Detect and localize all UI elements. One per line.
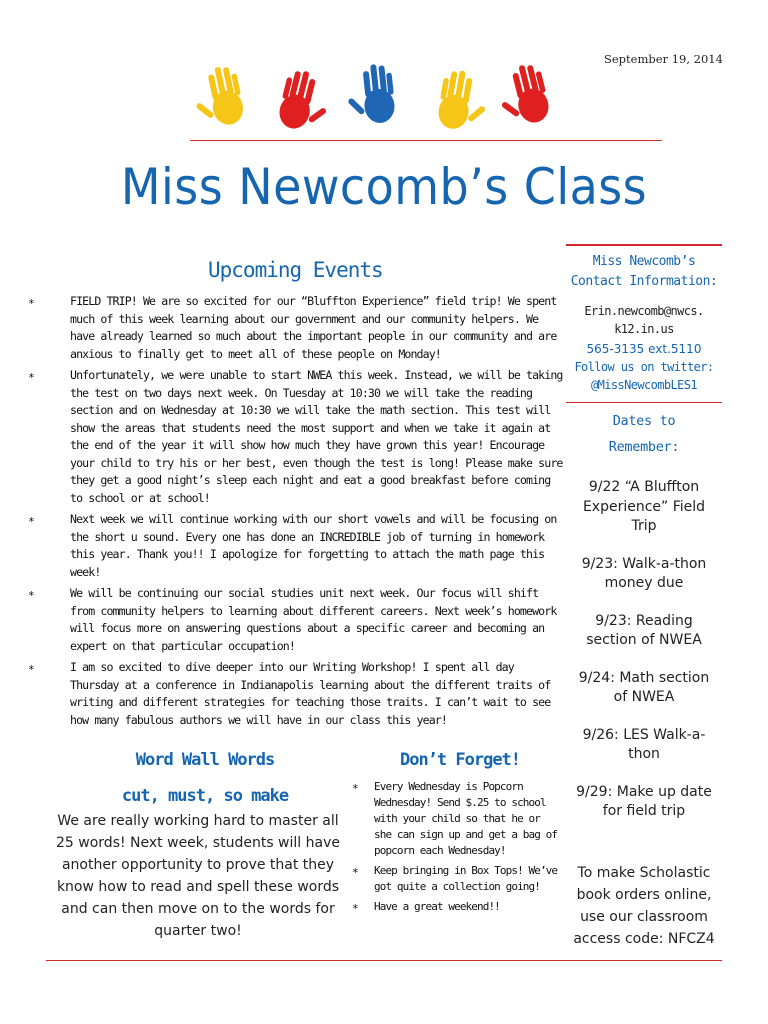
page-title: Miss Newcomb’s Class xyxy=(120,158,648,216)
contact-phone: 565-3135 ext.5110 xyxy=(586,342,702,356)
dates-heading: Dates to Remember: xyxy=(608,413,680,455)
list-item: 9/24: Math section of NWEA xyxy=(578,669,710,705)
sidebar-top-divider xyxy=(566,244,722,246)
contact-twitter[interactable]: Follow us on twitter: @MissNewcombLES1 xyxy=(574,360,714,392)
list-item: ∗ I am so excited to dive deeper into our Writing Workshop! I spent all day Thursday at a conference in Indianapolis learning about the different traits of writing and different strategies for teaching those traits. I can’t wait to see how many fabulous authors we will have in our class this year! xyxy=(28,660,551,727)
list-item: 9/29: Make up date for field trip xyxy=(576,783,712,819)
bullet-star-icon: ∗ xyxy=(28,369,34,382)
upcoming-events-heading: Upcoming Events xyxy=(208,258,383,282)
list-item: ∗ Have a great weekend!! xyxy=(352,900,500,913)
bullet-star-icon: ∗ xyxy=(28,513,34,526)
newsletter-date: September 19, 2014 xyxy=(604,52,723,66)
list-item: 9/23: Walk-a-thon money due xyxy=(581,555,707,591)
upcoming-events-list xyxy=(28,293,568,733)
list-item: ∗ Unfortunately, we were unable to start NWEA this week. Instead, we will be taking the test on two days next week. On Tuesday at 10:30 we will take the reading section and on Wednesday at 10:30 we will take the math section. This test will show the areas that students need the most support and when we take it again at the end of the year it will show how much they have grown this year! Encourage your child to try his or her best, even though the test is long! Please make sure they get a good night’s sleep each night and eat a good breakfast before coming to school or at school! xyxy=(28,368,563,505)
list-item: ∗ FIELD TRIP! We are so excited for our “Bluffton Experience” field trip! We spent much of this week learning about our government and our community helpers. We have already learned so much about the important people in our community and are anxious to finally get to meet all of these people on Monday! xyxy=(28,294,557,361)
bullet-star-icon: ∗ xyxy=(352,780,358,793)
top-divider xyxy=(190,140,662,141)
bullet-star-icon: ∗ xyxy=(352,900,358,913)
list-item: ∗ We will be continuing our social studies unit next week. Our focus will shift from community helpers to learning about different careers. Next week’s homework will focus more on answering questions about a specific career and becoming an expert on that particular occupation! xyxy=(28,586,557,653)
dont-forget-list xyxy=(352,779,562,919)
bullet-star-icon: ∗ xyxy=(352,864,358,877)
list-item: 9/23: Reading section of NWEA xyxy=(586,612,702,648)
word-wall-body: We are really working hard to master all 25 words! Next week, students will have another opportunity to prove that they know how to read and spell these words and can then move on to the words for quarter two! xyxy=(56,813,340,939)
scholastic-note: To make Scholastic book orders online, use our classroom access code: NFCZ4 xyxy=(573,865,715,947)
list-item: ∗ Keep bringing in Box Tops! We’ve got quite a collection going! xyxy=(352,864,558,893)
list-item: ∗ Every Wednesday is Popcorn Wednesday! Send $.25 to school with your child so that he or she can sign up and get a bag of popcorn each Wednesday! xyxy=(352,780,558,857)
contact-email[interactable]: Erin.newcomb@nwcs. k12.in.us xyxy=(584,304,704,336)
yellow-hand-icon xyxy=(435,68,492,132)
red-hand-icon xyxy=(492,61,552,130)
dont-forget-heading: Don’t Forget! xyxy=(399,750,521,770)
bullet-star-icon: ∗ xyxy=(28,587,34,600)
red-hand-icon xyxy=(275,67,335,132)
list-item: 9/22 “A Bluffton Experience” Field Trip xyxy=(582,479,706,534)
bullet-star-icon: ∗ xyxy=(28,661,34,674)
list-item: ∗ Next week we will continue working with our short vowels and will be focusing on the short u sound. Every one has done an INCREDIBLE job of turning in homework this year. Thank you!! I apologize for forgetting to attach the math page this week! xyxy=(28,512,557,579)
contact-heading: Miss Newcomb’s Contact Information: xyxy=(570,254,718,289)
sidebar-mid-divider xyxy=(566,402,722,403)
yellow-hand-icon xyxy=(190,63,247,131)
word-wall-words: cut, must, so make xyxy=(121,786,289,806)
dates-list xyxy=(566,478,722,840)
bullet-star-icon: ∗ xyxy=(28,295,34,308)
bottom-divider xyxy=(46,960,722,961)
word-wall-heading: Word Wall Words xyxy=(135,750,275,770)
blue-hand-icon xyxy=(344,63,397,127)
handprints-banner xyxy=(190,52,570,132)
list-item: 9/26: LES Walk-a-thon xyxy=(582,726,706,762)
